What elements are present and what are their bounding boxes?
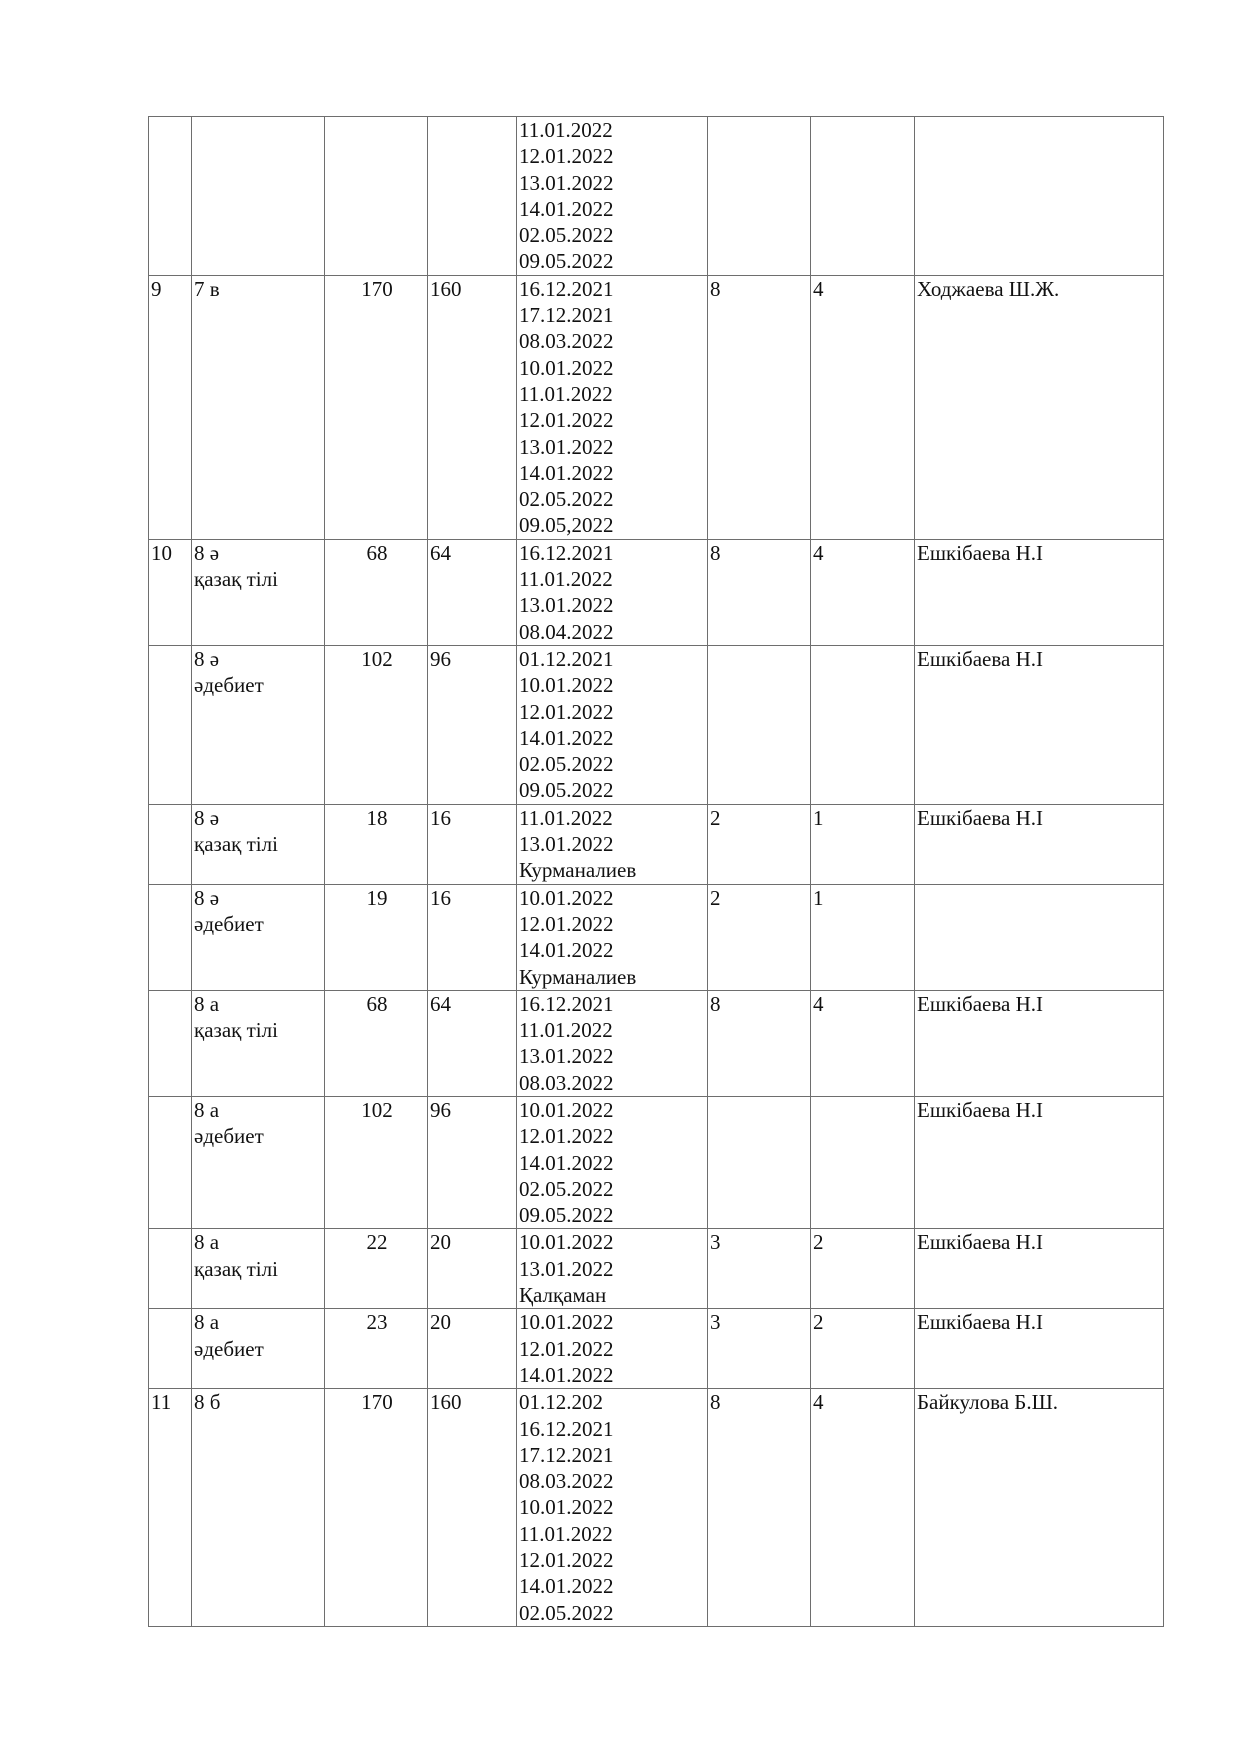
date-line: 13.01.2022 <box>519 1044 614 1069</box>
hours-fact-cell: 160 <box>428 275 517 539</box>
count-cell-b <box>811 645 915 804</box>
dates-cell <box>517 804 708 884</box>
teacher-cell: Ходжаева Ш.Ж. <box>915 275 1164 539</box>
class-subject-cell <box>192 884 325 990</box>
date-line: 17.12.2021 <box>519 1442 614 1467</box>
date-line: 16.12.2021 <box>519 276 614 301</box>
hours-plan-cell: 18 <box>325 804 428 884</box>
row-number-cell <box>149 1309 192 1389</box>
hours-plan-cell: 22 <box>325 1229 428 1309</box>
table-row <box>149 884 1164 990</box>
class-subject-cell <box>192 117 325 276</box>
class-subject-line: 8 а <box>194 1310 220 1335</box>
date-line: 12.01.2022 <box>519 1336 614 1361</box>
date-line: 02.05.2022 <box>519 223 614 248</box>
table-row <box>149 539 1164 645</box>
count-cell-b: 1 <box>811 884 915 990</box>
teacher-cell: Ешкібаева Н.І <box>915 539 1164 645</box>
count-cell-a <box>708 645 811 804</box>
hours-plan-cell: 68 <box>325 539 428 645</box>
date-line: 11.01.2022 <box>519 805 613 830</box>
class-subject-line: әдебиет <box>194 911 264 936</box>
date-line: 09.05,2022 <box>519 513 614 538</box>
row-number-cell <box>149 117 192 276</box>
count-cell-a: 8 <box>708 990 811 1096</box>
date-line: 10.01.2022 <box>519 1230 614 1255</box>
class-subject-line: қазақ тілі <box>194 832 278 857</box>
count-cell-a: 8 <box>708 539 811 645</box>
count-cell-a: 3 <box>708 1309 811 1389</box>
hours-plan-cell <box>325 117 428 276</box>
teacher-cell: Ешкібаева Н.І <box>915 804 1164 884</box>
date-line: 09.05.2022 <box>519 778 614 803</box>
class-subject-line: 8 а <box>194 1097 220 1122</box>
date-line: 08.03.2022 <box>519 1469 614 1494</box>
date-line: 01.12.2021 <box>519 646 614 671</box>
date-line: 10.01.2022 <box>519 1097 614 1122</box>
hours-plan-cell: 23 <box>325 1309 428 1389</box>
class-subject-cell <box>192 1096 325 1228</box>
date-line: 08.04.2022 <box>519 619 614 644</box>
row-number-cell <box>149 645 192 804</box>
count-cell-b: 4 <box>811 990 915 1096</box>
count-cell-a: 8 <box>708 275 811 539</box>
class-subject-line: 8 ә <box>194 805 220 830</box>
date-line: 11.01.2022 <box>519 381 613 406</box>
date-line: 12.01.2022 <box>519 1124 614 1149</box>
date-line: 17.12.2021 <box>519 303 614 328</box>
table-row <box>149 1096 1164 1228</box>
class-subject-line: әдебиет <box>194 1336 264 1361</box>
date-line: 10.01.2022 <box>519 1495 614 1520</box>
count-cell-b: 2 <box>811 1229 915 1309</box>
date-line: 14.01.2022 <box>519 1150 614 1175</box>
date-line: 14.01.2022 <box>519 1574 614 1599</box>
class-subject-line: 8 а <box>194 991 220 1016</box>
date-line: 11.01.2022 <box>519 118 613 142</box>
count-cell-a: 2 <box>708 804 811 884</box>
dates-cell <box>517 1229 708 1309</box>
table-body <box>149 117 1164 1627</box>
teacher-cell <box>915 884 1164 990</box>
hours-fact-cell: 16 <box>428 884 517 990</box>
row-number-cell <box>149 884 192 990</box>
class-subject-cell <box>192 990 325 1096</box>
count-cell-b: 4 <box>811 1389 915 1627</box>
dates-cell <box>517 1096 708 1228</box>
date-line: 11.01.2022 <box>519 1521 613 1546</box>
date-line: 12.01.2022 <box>519 144 614 169</box>
class-subject-line: әдебиет <box>194 1124 264 1149</box>
count-cell-a <box>708 1096 811 1228</box>
class-subject-line: 7 в <box>194 276 220 301</box>
date-line: 13.01.2022 <box>519 170 614 195</box>
class-subject-line: 8 а <box>194 1230 220 1255</box>
date-line: 14.01.2022 <box>519 938 614 963</box>
class-subject-line: 8 б <box>194 1390 221 1415</box>
date-line: 10.01.2022 <box>519 1310 614 1335</box>
dates-cell <box>517 990 708 1096</box>
date-line: 13.01.2022 <box>519 1256 614 1281</box>
count-cell-a <box>708 117 811 276</box>
class-subject-line: қазақ тілі <box>194 1256 278 1281</box>
hours-fact-cell: 20 <box>428 1229 517 1309</box>
teacher-cell: Ешкібаева Н.І <box>915 1309 1164 1389</box>
class-subject-cell <box>192 275 325 539</box>
date-line: 01.12.202 <box>519 1390 603 1415</box>
class-subject-line: 8 ә <box>194 646 220 671</box>
hours-plan-cell: 170 <box>325 1389 428 1627</box>
table-row <box>149 117 1164 276</box>
row-number-cell: 11 <box>149 1389 192 1627</box>
count-cell-b: 4 <box>811 275 915 539</box>
dates-cell <box>517 1309 708 1389</box>
date-line: 11.01.2022 <box>519 567 613 592</box>
row-number-cell <box>149 1229 192 1309</box>
date-line: 13.01.2022 <box>519 832 614 857</box>
hours-plan-cell: 102 <box>325 645 428 804</box>
table-row <box>149 1229 1164 1309</box>
dates-cell <box>517 884 708 990</box>
count-cell-a: 8 <box>708 1389 811 1627</box>
count-cell-a: 3 <box>708 1229 811 1309</box>
teacher-cell: Байкулова Б.Ш. <box>915 1389 1164 1627</box>
hours-fact-cell: 64 <box>428 990 517 1096</box>
date-line: 16.12.2021 <box>519 1416 614 1441</box>
date-line: 09.05.2022 <box>519 1203 614 1228</box>
dates-cell <box>517 539 708 645</box>
hours-fact-cell: 16 <box>428 804 517 884</box>
class-subject-cell <box>192 539 325 645</box>
schedule-table <box>148 116 1164 1627</box>
count-cell-b <box>811 117 915 276</box>
teacher-cell: Ешкібаева Н.І <box>915 645 1164 804</box>
date-line: 14.01.2022 <box>519 460 614 485</box>
count-cell-b: 4 <box>811 539 915 645</box>
class-subject-cell <box>192 1229 325 1309</box>
hours-fact-cell <box>428 117 517 276</box>
date-line: 08.03.2022 <box>519 1070 614 1095</box>
teacher-cell <box>915 117 1164 276</box>
date-line: 12.01.2022 <box>519 1548 614 1573</box>
date-line: Қалқаман <box>519 1283 607 1308</box>
date-line: 14.01.2022 <box>519 196 614 221</box>
date-line: 12.01.2022 <box>519 699 614 724</box>
date-line: 02.05.2022 <box>519 487 614 512</box>
hours-plan-cell: 68 <box>325 990 428 1096</box>
date-line: Курманалиев <box>519 858 637 883</box>
row-number-cell <box>149 1096 192 1228</box>
hours-plan-cell: 102 <box>325 1096 428 1228</box>
count-cell-a: 2 <box>708 884 811 990</box>
date-line: 10.01.2022 <box>519 885 614 910</box>
class-subject-line: әдебиет <box>194 673 264 698</box>
table-row <box>149 804 1164 884</box>
date-line: 10.01.2022 <box>519 355 614 380</box>
table-row <box>149 645 1164 804</box>
count-cell-b <box>811 1096 915 1228</box>
dates-cell <box>517 275 708 539</box>
date-line: 12.01.2022 <box>519 911 614 936</box>
date-line: 09.05.2022 <box>519 249 614 274</box>
dates-cell <box>517 645 708 804</box>
row-number-cell <box>149 990 192 1096</box>
date-line: 12.01.2022 <box>519 408 614 433</box>
date-line: 16.12.2021 <box>519 991 614 1016</box>
class-subject-line: қазақ тілі <box>194 567 278 592</box>
count-cell-b: 1 <box>811 804 915 884</box>
date-line: 13.01.2022 <box>519 434 614 459</box>
date-line: 08.03.2022 <box>519 329 614 354</box>
dates-cell <box>517 1389 708 1627</box>
date-line: 14.01.2022 <box>519 725 614 750</box>
date-line: 10.01.2022 <box>519 673 614 698</box>
date-line: 16.12.2021 <box>519 540 614 565</box>
row-number-cell: 10 <box>149 539 192 645</box>
hours-plan-cell: 19 <box>325 884 428 990</box>
teacher-cell: Ешкібаева Н.І <box>915 990 1164 1096</box>
row-number-cell <box>149 804 192 884</box>
date-line: 13.01.2022 <box>519 593 614 618</box>
class-subject-cell <box>192 1389 325 1627</box>
class-subject-line: 8 ә <box>194 885 220 910</box>
teacher-cell: Ешкібаева Н.І <box>915 1229 1164 1309</box>
class-subject-line: 8 ә <box>194 540 220 565</box>
class-subject-cell <box>192 804 325 884</box>
row-number-cell: 9 <box>149 275 192 539</box>
table-row <box>149 1389 1164 1627</box>
date-line: 11.01.2022 <box>519 1018 613 1043</box>
table-row <box>149 275 1164 539</box>
table-row <box>149 990 1164 1096</box>
date-line: Курманалиев <box>519 964 637 989</box>
hours-fact-cell: 160 <box>428 1389 517 1627</box>
date-line: 02.05.2022 <box>519 752 614 777</box>
hours-fact-cell: 96 <box>428 645 517 804</box>
teacher-cell: Ешкібаева Н.І <box>915 1096 1164 1228</box>
hours-plan-cell: 170 <box>325 275 428 539</box>
dates-cell <box>517 117 708 276</box>
hours-fact-cell: 20 <box>428 1309 517 1389</box>
hours-fact-cell: 96 <box>428 1096 517 1228</box>
count-cell-b: 2 <box>811 1309 915 1389</box>
class-subject-cell <box>192 1309 325 1389</box>
date-line: 02.05.2022 <box>519 1600 614 1625</box>
date-line: 14.01.2022 <box>519 1362 614 1387</box>
class-subject-cell <box>192 645 325 804</box>
class-subject-line: қазақ тілі <box>194 1018 278 1043</box>
date-line: 02.05.2022 <box>519 1176 614 1201</box>
table-row <box>149 1309 1164 1389</box>
hours-fact-cell: 64 <box>428 539 517 645</box>
